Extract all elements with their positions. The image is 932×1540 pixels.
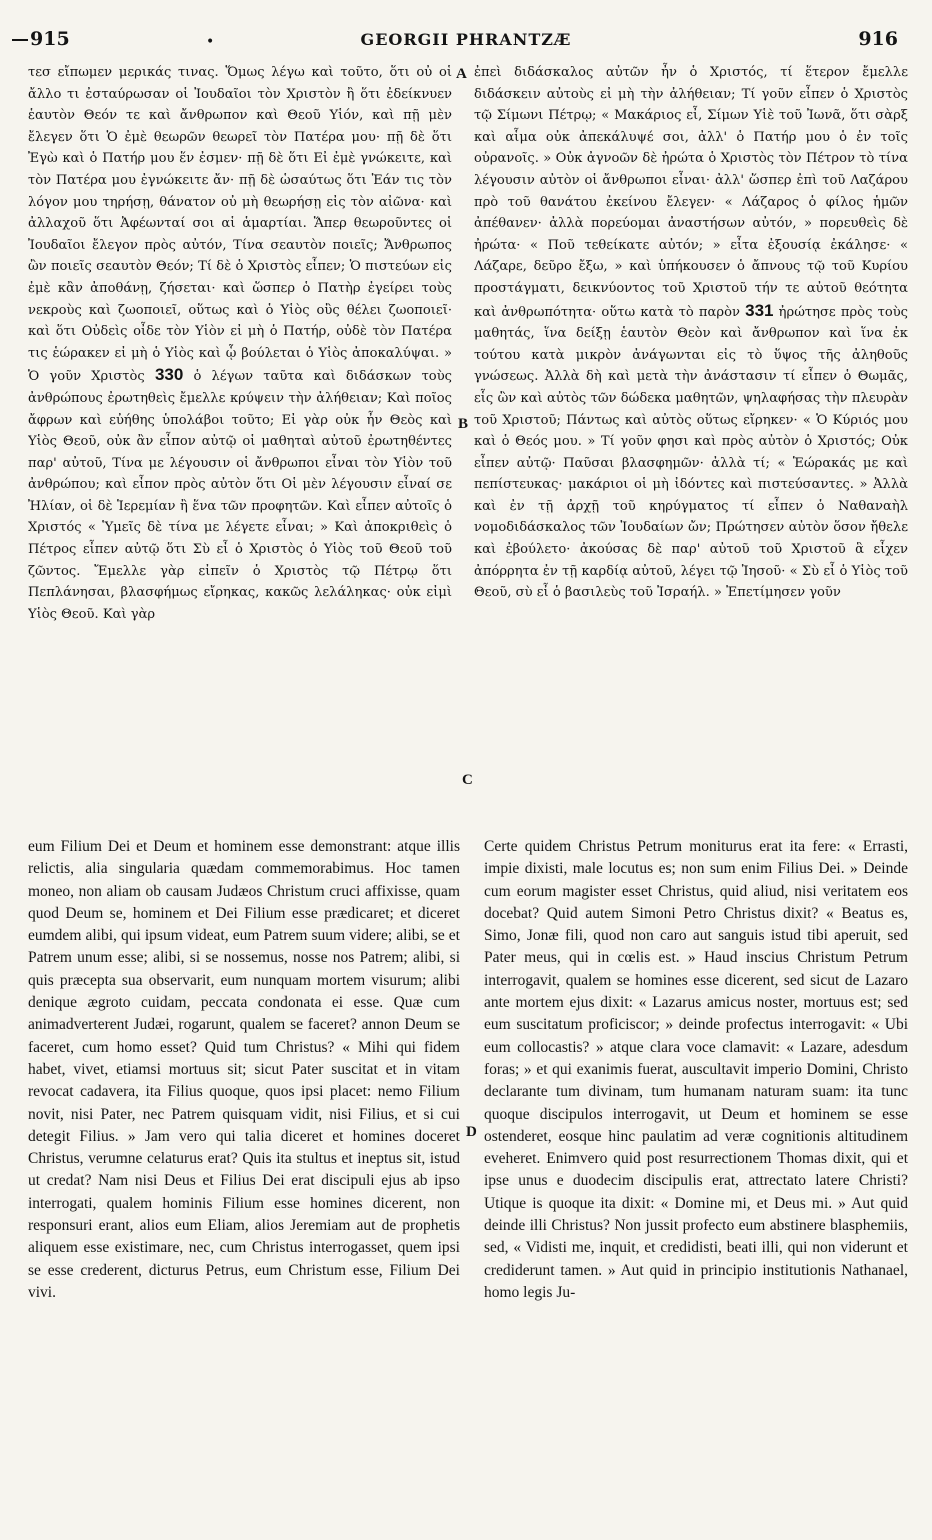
greek-column-right [474,62,908,812]
greek-right-text-1: ἐπεὶ διδάσκαλος αὐτῶν ἦν ὁ Χριστός, τί ἕτερον ἔμελλε διδάσκειν αὐτοὺς εἰ μὴ τὴν ἀλήθειαν; Τί γοῦν εἶπεν ὁ Χριστὸς τῷ Σίμωνι Πέτρῳ; « Μακάριος εἶ, Σίμων Υἱὲ τοῦ Ἰωνᾶ, ὅτι σὰρξ καὶ αἷμα οὐκ ἀπεκάλυψέ σοι, ἀλλ' ὁ Πατήρ μου ὁ ἐν τοῖς οὐρανοῖς. » Οὐκ ἀγνοῶν δὲ ἠρώτα ὁ Χριστὸς τὸν Πέτρον τὸ τίνα λέγουσιν αὐτὸν οἱ ἄνθρωποι εἶναι· ἀλλ' ὥσπερ ἐπὶ τοῦ Λαζάρου πρὸ τοῦ θανάτου ἐκείνου ἔλεγεν· « Λάζαρος ὁ φίλος ἡμῶν ἀπέθανεν· ἀλλὰ πορεύομαι ἀναστήσων αὐτόν, » πορευθεὶς δὲ ἠρώτα· « Ποῦ τεθείκατε αὐτόν; » εἶτα ἐξουσίᾳ ἐκάλησε· « Λάζαρε, δεῦρο ἔξω, » καὶ ὑπήκουσεν ὁ ἄπνους τῷ τοῦ Κυρίου προστάγματι, δεικνύοντος τοῦ Χριστοῦ τήν τε αὐτοῦ θεότητα καὶ ἀνθρωπότητα· οὕτω κατὰ τὸ παρὸν [474,65,908,320]
greek-column-left [28,62,452,812]
margin-marker-b: B [458,416,469,432]
greek-right-text-2: ἠρώτησε πρὸς τοὺς μαθητάς, ἵνα δείξῃ ἑαυτὸν Θεὸν καὶ ἄνθρωπον καὶ ἵνα ἐκ τούτου κατὰ μικρὸν ἀνάγωνται εἰς τὸ ὕψος τῆς ἀληθοῦς γνώσεως. Ἀλλὰ δὴ καὶ μετὰ τὴν ἀνάστασιν τί εἶπεν ὁ Θωμᾶς, εἷς ὢν καὶ αὐτὸς τῶν δώδεκα μαθητῶν, ψηλαφήσας τὴν πλευρὰν τοῦ Χριστοῦ; Πάντως καὶ αὐτὸς οὕτως εἴρηκεν· « Ὁ Κύριός μου καὶ ὁ Θεός μου. » Τί γοῦν φησι καὶ πρὸς αὐτὸν ὁ Χριστός; Οὐκ εἶπεν αὐτῷ· Παῦσαι βλασφημῶν· ἀλλὰ τί; « Ἑώρακάς με καὶ πεπίστευκας· μακάριοι οἱ μὴ ἰδόντες καὶ πιστεύσαντες. » Ἀλλὰ καὶ ἐν τῇ ἀρχῇ τοῦ κηρύγματος τί εἶπεν ὁ Ναθαναὴλ νομοδιδάσκαλος τῶν Ἰουδαίων ὤν; Πρώτησεν αὐτὸν ὅσον ἤθελε καὶ ἐβούλετο· ἀκούσας δὲ παρ' αὐτοῦ τοῦ Χριστοῦ ἃ εἶχεν ἀπόρρητα ἐν τῇ καρδίᾳ αὐτοῦ, λέγει τῷ Ἰησοῦ· « Σὺ εἶ ὁ Υἱὸς τοῦ Θεοῦ, σὺ εἶ ὁ βασιλεὺς τοῦ Ἰσραήλ. » Ἐπετίμησεν γοῦν [474,304,908,601]
section-number-330: 330 [154,365,184,385]
latin-column-left: eum Filium Dei et Deum et hominem esse demonstrant: atque illis relictis, alia singularia quædam commemorabimus. Hoc tamen moneo, non aliam ob causam Judæos Christum cruci affixisse, quam quod Deum se, hominem et Dei Filium esse prædicaret; et diceret eumdem alibi, qui ipsum videat, eum Patrem suum videre; alibi, se et Patrem unum esse; alibi, si se nossemus, nosse nos Patrem; alibi, si quis præcepta sua observarit, eum nunquam mortem visurum; alibi denique ægroto cuidam, peccata condonata ei esse. Quæ cum animadverterent Judæi, rogarunt, qualem se faceret? annon Deum se faceret, cum homo esset? Quid tum Christus? « Mihi qui fidem habet, vivet, etiamsi mortuus sit; sicut Pater suscitat et in vitam revocat cadavera, ita Filius quoque, quos ipsi placet: nemo Filium novit, nisi Pater, nec Patrem quisquam vidit, nisi Filius, et si cui detegit Filius. » Jam vero qui talia diceret et homines doceret Christus, verumne celaturus erat? Quis ita stultus et ineptus sit, istud ut credat? Nam nisi Deus et Filius Dei erat discipuli ejus ab ipso interrogati, qualem hominis Filium esse homines dicerent, non responsuri erant, alios eum Eliam, alios Jeremiam aut de prophetis aliquem esse existimare, nec, cum Christus interrogasset, quem ipsi se esse crederent, dicturus Petrus, eum Christum esse, Filium Dei vivi. [28,838,460,1301]
margin-marker-a: A [456,66,467,82]
page-number-left: 915 [30,28,70,50]
greek-left-text-2: ὁ λέγων ταῦτα καὶ διδάσκων τοὺς ἀνθρώπους ἐρωτηθεὶς ἔμελλε κρύψειν τὴν ἀλήθειαν; Καὶ ποῖος ἄφρων καὶ εὐήθης ὑπολάβοι τοῦτο; Εἰ γὰρ οὐκ ἦν Θεὸς καὶ Υἱὸς Θεοῦ, οὐκ ἂν εἶπον αὐτῷ οἱ μαθηταὶ αὐτοῦ ἐρωτηθέντες παρ' αὐτοῦ, Τίνα με λέγουσιν οἱ ἄνθρωποι εἶναι τὸν Υἱὸν τοῦ ἀνθρώπου; καὶ εἶπον πρὸς αὐτὸν ὅτι Οἱ μὲν λέγουσιν εἶναί σε Ἠλίαν, οἱ δὲ Ἱερεμίαν ἢ ἕνα τῶν προφητῶν. Καὶ εἶπεν αὐτοῖς ὁ Χριστός « Ὑμεῖς δὲ τίνα με λέγετε εἶναι; » Καὶ ἀποκριθεὶς ὁ Πέτρος εἶπεν αὐτῷ ὅτι Σὺ εἶ ὁ Χριστὸς ὁ Υἱὸς τοῦ Θεοῦ τοῦ ζῶντος. Ἔμελλε γὰρ εἰπεῖν ὁ Χριστὸς τῷ Πέτρῳ ὅτι Πεπλάνησαι, βλασφήμως εἴρηκας, κακῶς λελάληκας· οὐκ εἰμὶ Υἱὸς Θεοῦ. Καὶ γὰρ [28,369,452,622]
margin-marker-c: C [462,772,473,788]
page-number-right: 916 [858,28,898,50]
latin-column-right: Certe quidem Christus Petrum moniturus erat ita fere: « Errasti, impie dixisti, male locutus es; non sum enim Filius Dei. » Deinde cum eorum magister esset Christus, quid aliud, nisi veritatem eos docebat? Quid autem Simoni Petro Christus dixit? « Beatus es, Simo, Jonæ fili, quod non caro aut sanguis istud tibi aperuit, sed Pater meus, qui in cœlis est. » Haud inscius Christum Petrum interrogavit, qualem se homines esse dicerent, sed sicut de Lazaro ante mortem ejus dixit: « Lazarus amicus noster, mortuus est; sed eum suscitatum proficiscor; » deinde profectus interrogavit: « Ubi eum collocastis? » atque clara voce clamavit: « Lazare, adesdum foras; » et qui exanimis fuerat, auscultavit imperio Domini, Christo declarante tum divinam, tum humanam naturam suam: ita tunc quoque discipulos interrogavit, ut Deum et hominem se esse ostenderet, eosque hinc paulatim ad veræ cognitionis altitudinem eveheret. Enimvero quid post resurrectionem Thomas dixit, qui et ipse unus e duodecim discipulis erat, attrectato latere Christi? Utique is quoque ita dixit: « Domine mi, et Deus mi. » Aut quid deinde illi Christus? Non jussit profecto eum abstinere blasphemiis, sed, « Vidisti me, inquit, et credidisti, beati illi, qui non viderunt et crediderunt tamen. » Aut quid in principio institutionis Nathanael, homo legis Ju- [484,838,908,1301]
section-number-331: 331 [745,300,774,320]
running-title: GEORGII PHRANTZÆ [360,30,572,49]
margin-marker-d: D [466,1124,477,1140]
header-dot-ornament: • [206,34,215,50]
page-header [30,28,902,54]
greek-left-text-1: τεσ εἴπωμεν μερικάς τινας. Ὅμως λέγω καὶ τοῦτο, ὅτι οὐ οἱ ἄλλο τι ἐσταύρωσαν οἱ Ἰουδαῖοι τὸν Χριστὸν ἢ ὅτι ἐδείκνυεν ἑαυτὸν Θεόν τε καὶ ἄνθρωπον καὶ Θεοῦ Υἱόν, καὶ πῇ μὲν ἔλεγεν ὅτι Ὁ ἐμὲ θεωρῶν θεωρεῖ τὸν Πατέρα μου· πῇ δὲ ὅτι Ἐγὼ καὶ ὁ Πατήρ μου ἕν ἐσμεν· πῇ δὲ ὅτι Εἰ ἐμὲ γνώκειτε, καὶ τὸν Πατέρα μου ἐγνώκειτε ἄν· πῇ δὲ ὡσαύτως ὅτι Ἐάν τις τὸν λόγον μου τηρήσῃ, θάνατον οὐ μὴ θεωρήσῃ εἰς τὸν αἰῶνα· καὶ ἀλλαχοῦ ὅτι Ἀφέωνταί σοι αἱ ἁμαρτίαι. Ἅπερ θεωροῦντες οἱ Ἰουδαῖοι ἔλεγον πρὸς αὐτόν, Τίνα σεαυτὸν ποιεῖς; Ἄνθρωπος ὢν ποιεῖς σεαυτὸν Θεόν; Τί δὲ ὁ Χριστὸς εἶπεν; Ὁ πιστεύων εἰς ἐμὲ κἂν ἀποθάνῃ, ζήσεται· καὶ ὥσπερ ὁ Πατὴρ ἐγείρει τοὺς νεκροὺς καὶ ζωοποιεῖ, οὕτως καὶ ὁ Υἱὸς οὓς θέλει ζωοποιεῖ· καὶ ὅτι Οὐδεὶς οἶδε τὸν Υἱὸν εἰ μὴ ὁ Πατήρ, οὐδὲ τὸν Πατέρα τις ἑώρακεν εἰ μὴ ὁ Υἱὸς καὶ ᾧ βούλεται ὁ Υἱὸς ἀποκαλύψαι. » Ὁ γοῦν Χριστὸς [28,65,452,385]
